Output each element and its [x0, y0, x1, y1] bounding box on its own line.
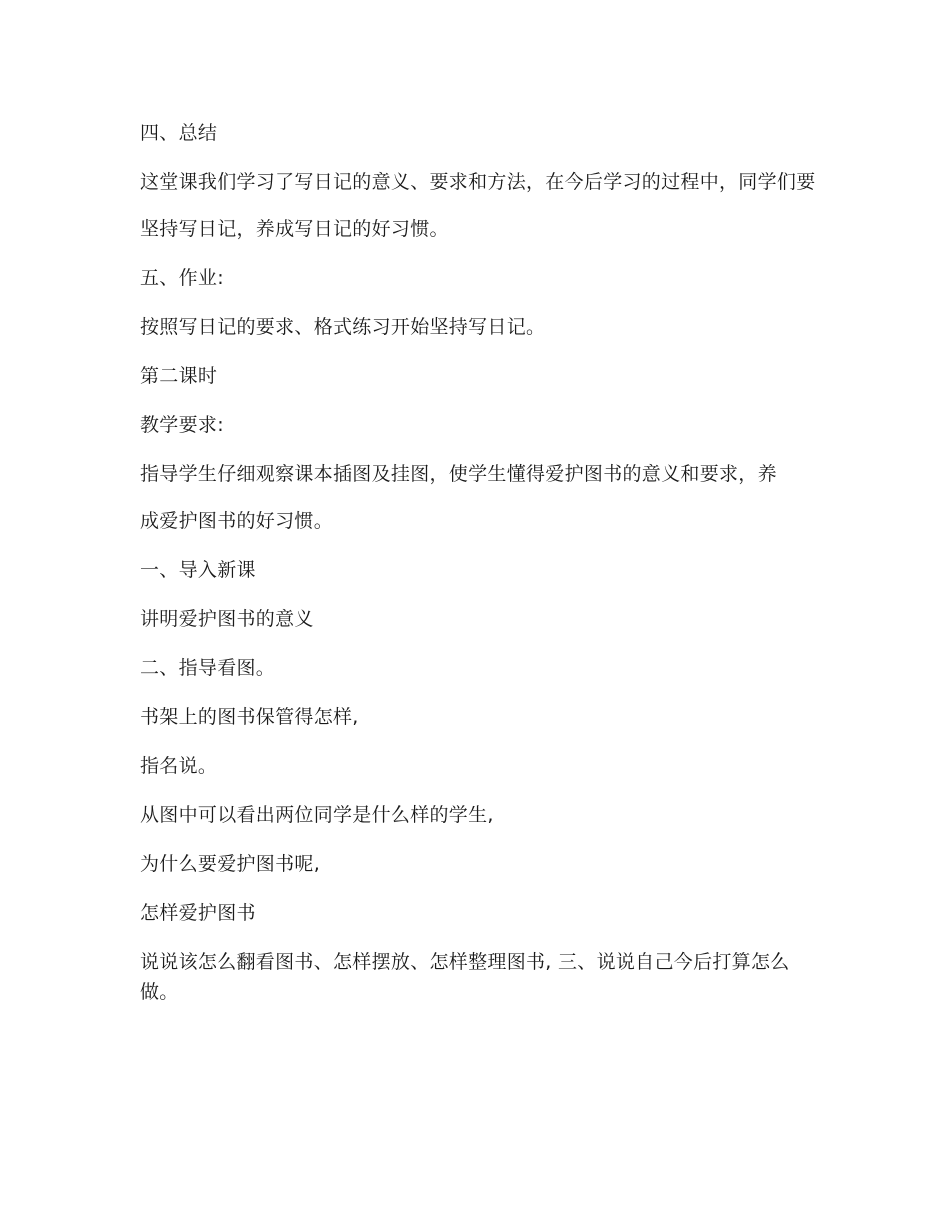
heading-summary: 四、总结: [140, 122, 218, 144]
paragraph: 从图中可以看出两位同学是什么样的学生,: [140, 804, 494, 826]
paragraph: 成爱护图书的好习惯。: [140, 510, 334, 532]
document-body: [140, 118, 820, 1007]
paragraph: 讲明爱护图书的意义: [140, 608, 314, 630]
paragraph: 为什么要爱护图书呢,: [140, 853, 321, 875]
heading-introduction: 一、导入新课: [140, 559, 256, 581]
heading-guide-picture: 二、指导看图。: [140, 657, 276, 679]
paragraph: 指名说。: [140, 755, 218, 777]
paragraph: 坚持写日记，养成写日记的好习惯。: [140, 218, 449, 240]
paragraph: 按照写日记的要求、格式练习开始坚持写日记。: [140, 316, 546, 338]
paragraph: 说说该怎么翻看图书、怎样摆放、怎样整理图书, 三、说说自己今后打算怎么做。: [140, 951, 790, 1003]
heading-teaching-requirements: 教学要求:: [140, 414, 224, 436]
paragraph: 这堂课我们学习了写日记的意义、要求和方法，在今后学习的过程中，同学们要: [140, 171, 816, 193]
paragraph: 指导学生仔细观察课本插图及挂图，使学生懂得爱护图书的意义和要求，养: [140, 463, 777, 485]
paragraph: 怎样爱护图书: [140, 902, 256, 924]
heading-homework: 五、作业:: [140, 267, 224, 289]
heading-second-lesson: 第二课时: [140, 365, 218, 387]
paragraph: 书架上的图书保管得怎样,: [140, 706, 359, 728]
